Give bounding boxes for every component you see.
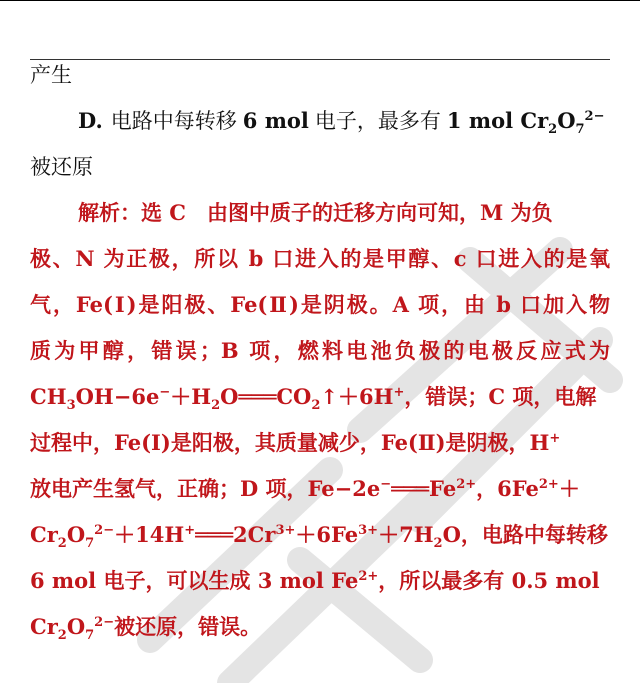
option-text-b: 电子，最多有 [314,109,441,133]
analysis-text: O，电路中每转移 [442,522,608,547]
formula-text: Cr [30,614,58,639]
formula-text: ，6Fe [476,476,539,501]
question-text: 被还原 [30,155,93,179]
subscript: 2 [57,536,67,552]
subscript: 7 [85,628,95,644]
top-border-line [0,0,640,1]
superscript: + [393,385,405,400]
superscript: 2+ [538,477,559,492]
formula-text: CH [30,384,67,409]
analysis-line-8 [30,512,610,558]
formula-text: Cr [30,522,58,547]
formula-text: ＋ [558,476,580,501]
analysis-line-2 [30,236,610,282]
analysis-text: 6 mol 电子，可以生成 3 mol Fe [30,568,359,593]
analysis-text: 过程中，Fe(Ⅰ)是阳极，其质量减少，Fe(Ⅱ)是阴极，H [30,430,550,455]
superscript: 2− [94,523,115,538]
superscript: 2+ [358,569,379,584]
option-d-line [78,98,610,144]
superscript: 3+ [358,523,379,538]
superscript: − [159,385,171,400]
subscript: 2 [433,536,443,552]
analysis-text: 气，Fe(Ⅰ)是阳极、Fe(Ⅱ)是阴极。A 项，由 b 口加入物 [30,292,610,317]
analysis-line-5 [30,374,610,420]
formula-text: ↑＋6H [320,384,394,409]
analysis-line-10 [30,604,610,650]
analysis-text: 被还原，错误。 [114,614,262,639]
subscript: 3 [66,398,76,414]
superscript: − [380,477,392,492]
formula-text: O [66,614,86,639]
analysis-line-4 [30,328,610,374]
question-line-1 [30,52,610,98]
superscript: 2− [584,109,605,124]
analysis-line-1 [78,190,610,236]
option-value-2: 1 mol Cr [446,108,549,133]
question-text: 产生 [30,63,72,87]
analysis-label: 解析： [78,200,141,225]
analysis-text: ，所以最多有 0.5 mol [378,568,600,593]
superscript: + [184,523,196,538]
subscript: 2 [311,398,321,414]
option-formula-o: O [557,108,576,133]
analysis-text: 质为甲醇，错误；B 项，燃料电池负极的电极反应式为 [30,338,610,363]
superscript: 2+ [456,477,477,492]
analysis-line-6 [30,420,610,466]
analysis-text: 极、N 为正极，所以 b 口进入的是甲醇、c 口进入的是氧 [30,246,610,271]
formula-text: ═══2Cr [195,522,276,547]
formula-text: ＋H [170,384,212,409]
question-line-3 [30,144,610,190]
analysis-text: 选 C 由图中质子的迁移方向可知，M 为负 [141,200,553,225]
analysis-text: 放电产生氢气，正确；D 项，Fe−2e [30,476,381,501]
subscript: 2 [57,628,67,644]
subscript: 7 [85,536,95,552]
analysis-line-7 [30,466,610,512]
subscript: 2 [548,122,558,138]
option-value-1: 6 mol [242,108,309,133]
analysis-line-9 [30,558,610,604]
analysis-line-3 [30,282,610,328]
analysis-text: ，错误；C 项，电解 [404,384,597,409]
formula-text: ═══Fe [391,476,457,501]
formula-text: ＋7H [378,522,434,547]
formula-text: O [66,522,86,547]
formula-text: ＋6Fe [295,522,359,547]
subscript: 7 [575,122,585,138]
superscript: + [549,431,561,446]
subscript: 2 [211,398,221,414]
option-text-a: 电路中每转移 [110,109,237,133]
option-letter: D. [78,108,103,133]
superscript: 3+ [275,523,296,538]
formula-text: ＋14H [114,522,185,547]
formula-text: O═══CO [220,384,312,409]
formula-text: OH−6e [75,384,160,409]
superscript: 2− [94,615,115,630]
